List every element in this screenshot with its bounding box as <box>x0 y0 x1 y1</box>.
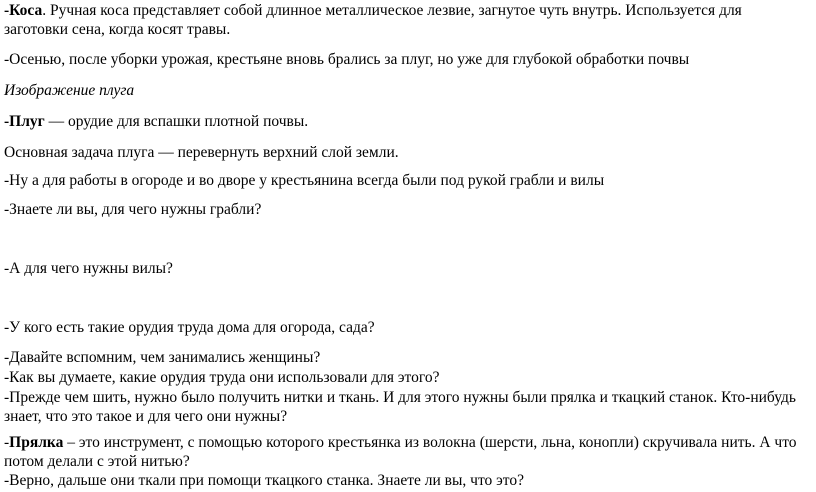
term-pryalka: Прялка <box>9 434 64 451</box>
paragraph-pryalka-prefix: - <box>4 434 10 451</box>
paragraph-kosa-text: . Ручная коса представляет собой длинное металлическое лезвие, загнутое чуть внутрь. Используется для заготовки сена, когда косят травы. <box>4 2 742 38</box>
term-kosa: -Коса <box>4 2 43 19</box>
paragraph-kosa <box>4 1 804 39</box>
paragraph-pryalka-text: – это инструмент, с помощью которого крестьянка из волокна (шерсти, льна, конопли) скручивала нить. А что потом делали с этой нитью? <box>4 434 797 470</box>
term-plug: -Плуг <box>4 113 45 130</box>
question-women-work: -Давайте вспомним, чем занимались женщины? <box>4 349 321 366</box>
paragraph-garden-tools: -Ну а для работы в огороде и во дворе у крестьянина всегда были под рукой грабли и вилы <box>4 172 605 189</box>
paragraph-plough-task: Основная задача плуга — перевернуть верхний слой земли. <box>4 144 399 161</box>
question-rake: -Знаете ли вы, для чего нужны грабли? <box>4 201 262 218</box>
caption-plough-image: Изображение плуга <box>4 82 135 99</box>
paragraph-loom: -Верно, дальше они ткали при помощи ткацкого станка. Знаете ли вы, что это? <box>4 472 525 489</box>
paragraph-plug <box>4 112 804 131</box>
paragraph-pryalka <box>4 433 804 471</box>
question-tools-at-home: -У кого есть такие орудия труда дома для огорода, сада? <box>4 319 375 336</box>
question-pitchfork: -А для чего нужны вилы? <box>4 260 173 277</box>
paragraph-autumn-plough: -Осенью, после уборки урожая, крестьяне вновь брались за плуг, но уже для глубокой обработки почвы <box>4 51 690 68</box>
question-women-tools: -Как вы думаете, какие орудия труда они использовали для этого? <box>4 369 440 386</box>
paragraph-plug-text: — орудие для вспашки плотной почвы. <box>44 113 309 130</box>
paragraph-threads-cloth: -Прежде чем шить, нужно было получить нитки и ткань. И для этого нужны были прялка и ткацкий станок. Кто-нибудь знает, что это такое и для чего они нужны? <box>4 389 796 425</box>
